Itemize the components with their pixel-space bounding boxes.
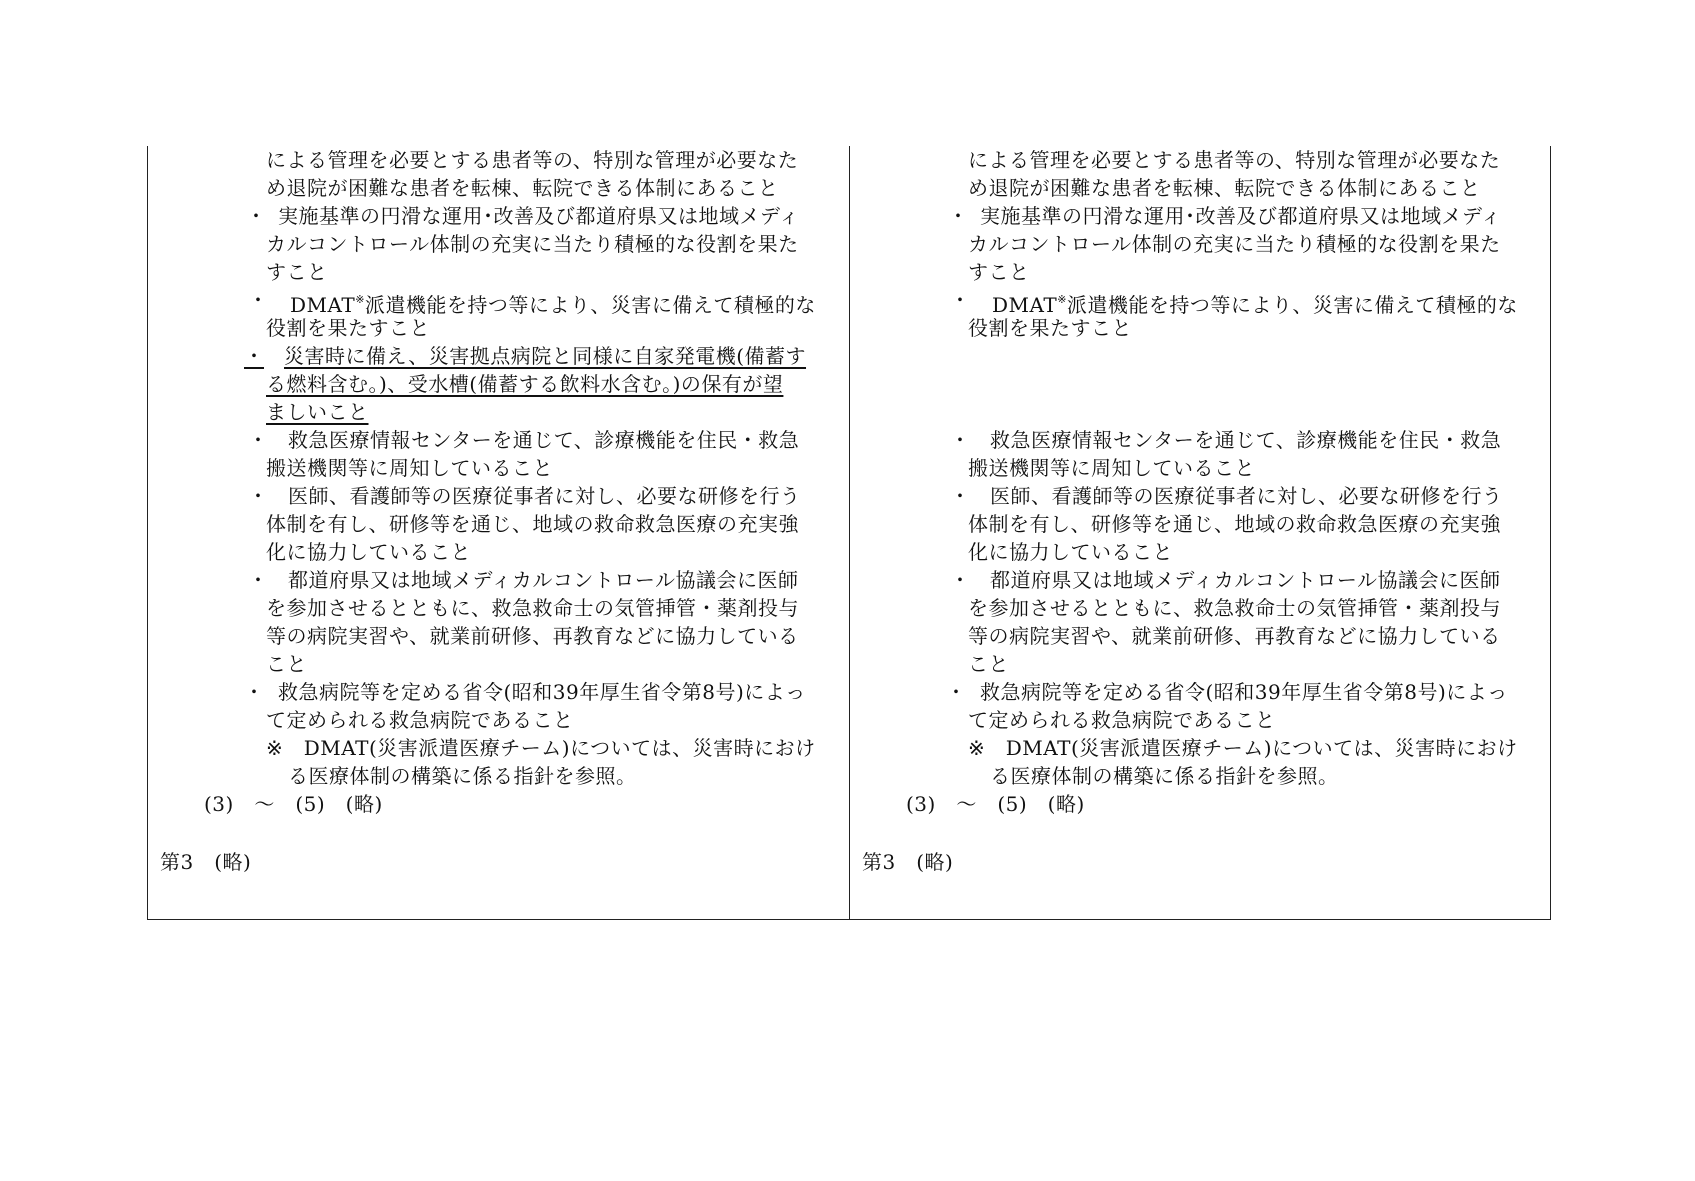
item-5-line: 化に協力していること (266, 540, 471, 564)
item-2-line (290, 286, 816, 317)
item-1-line: カルコントロール体制の充実に当たり積極的な役割を果た (266, 232, 799, 256)
item-6-line: を参加させるとともに、救急救命士の気管挿管・薬剤投与 (968, 596, 1501, 620)
item-5-line: 化に協力していること (968, 540, 1173, 564)
inserted-item-line: 災害時に備え、災害拠点病院と同様に自家発電機(備蓄す (284, 344, 807, 368)
note-mark: ※ (1057, 293, 1067, 306)
dmat-label: DMAT (290, 293, 356, 317)
continuation-line: め退院が困難な患者を転棟、転院できる体制にあること (266, 176, 779, 200)
item-6-line: を参加させるとともに、救急救命士の気管挿管・薬剤投与 (266, 596, 799, 620)
bullet: ・ (950, 568, 970, 592)
note-line: る医療体制の構築に係る指針を参照。 (990, 764, 1339, 788)
continuation-line: による管理を必要とする患者等の、特別な管理が必要なた (266, 148, 799, 172)
bullet: ・ (244, 680, 264, 704)
bullet: ・ (248, 568, 268, 592)
bullet-underlined: ・ (244, 344, 264, 368)
item-1-line: すこと (266, 260, 328, 284)
item-6-line: こと (968, 652, 1009, 676)
item-5-line: 医師、看護師等の医療従事者に対し、必要な研修を行う (288, 484, 801, 508)
note-mark: ※ (355, 293, 365, 306)
bullet: ・ (248, 428, 268, 452)
item-4-line: 搬送機関等に周知していること (968, 456, 1255, 480)
bullet: ・ (950, 288, 970, 312)
item-7-line: て定められる救急病院であること (266, 708, 574, 732)
item-4-line: 搬送機関等に周知していること (266, 456, 553, 480)
item-2-text: 派遣機能を持つ等により、災害に備えて積極的な (1066, 293, 1518, 317)
bullet: ・ (248, 484, 268, 508)
continuation-line: による管理を必要とする患者等の、特別な管理が必要なた (968, 148, 1501, 172)
item-1-line: カルコントロール体制の充実に当たり積極的な役割を果た (968, 232, 1501, 256)
continuation-line: め退院が困難な患者を転棟、転院できる体制にあること (968, 176, 1481, 200)
item-1-line: 実施基準の円滑な運用･改善及び都道府県又は地域メディ (278, 204, 800, 228)
section-3-heading: 第3 (略) (160, 850, 252, 874)
revised-text-column (148, 146, 848, 919)
item-6-line: 都道府県又は地域メディカルコントロール協議会に医師 (288, 568, 799, 592)
note-line: ※ DMAT(災害派遣医療チーム)については、災害時におけ (266, 736, 816, 760)
item-6-line: 都道府県又は地域メディカルコントロール協議会に医師 (990, 568, 1501, 592)
item-2-line (992, 286, 1518, 317)
bullet: ・ (950, 428, 970, 452)
comparison-table (147, 146, 1551, 920)
item-6-line: 等の病院実習や、就業前研修、再教育などに協力している (968, 624, 1501, 648)
item-7-line: て定められる救急病院であること (968, 708, 1276, 732)
bullet: ・ (948, 204, 968, 228)
item-2-line: 役割を果たすこと (968, 316, 1132, 340)
item-6-line: 等の病院実習や、就業前研修、再教育などに協力している (266, 624, 799, 648)
item-1-line: 実施基準の円滑な運用･改善及び都道府県又は地域メディ (980, 204, 1502, 228)
note-line: ※ DMAT(災害派遣医療チーム)については、災害時におけ (968, 736, 1518, 760)
section-range: (3) ～ (5) (略) (906, 792, 1085, 816)
item-2-line: 役割を果たすこと (266, 316, 430, 340)
current-text-column (850, 146, 1550, 919)
item-1-line: すこと (968, 260, 1030, 284)
inserted-item-line: る燃料含む。)、受水槽(備蓄する飲料水含む。)の保有が望 (266, 372, 784, 396)
inserted-item-line: ましいこと (266, 400, 369, 424)
item-7-line: 救急病院等を定める省令(昭和39年厚生省令第8号)によっ (980, 680, 1508, 704)
item-2-text: 派遣機能を持つ等により、災害に備えて積極的な (364, 293, 816, 317)
item-5-line: 体制を有し、研修等を通じ、地域の救命救急医療の充実強 (968, 512, 1501, 536)
item-5-line: 体制を有し、研修等を通じ、地域の救命救急医療の充実強 (266, 512, 799, 536)
bullet: ・ (946, 680, 966, 704)
section-3-heading: 第3 (略) (862, 850, 954, 874)
bullet: ・ (248, 288, 268, 312)
bullet: ・ (950, 484, 970, 508)
note-line: る医療体制の構築に係る指針を参照。 (288, 764, 637, 788)
item-6-line: こと (266, 652, 307, 676)
bullet: ・ (246, 204, 266, 228)
item-4-line: 救急医療情報センターを通じて、診療機能を住民・救急 (990, 428, 1502, 452)
dmat-label: DMAT (992, 293, 1058, 317)
item-7-line: 救急病院等を定める省令(昭和39年厚生省令第8号)によっ (278, 680, 806, 704)
section-range: (3) ～ (5) (略) (204, 792, 383, 816)
item-4-line: 救急医療情報センターを通じて、診療機能を住民・救急 (288, 428, 800, 452)
item-5-line: 医師、看護師等の医療従事者に対し、必要な研修を行う (990, 484, 1503, 508)
